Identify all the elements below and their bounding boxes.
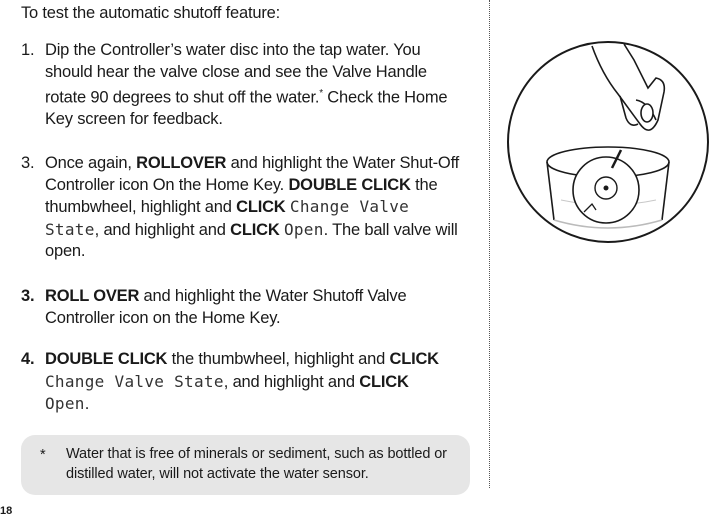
command-keyword: ROLLOVER bbox=[136, 154, 227, 172]
column-divider bbox=[489, 0, 490, 488]
footnote-mark: * bbox=[40, 447, 46, 463]
command-keyword: DOUBLE CLICK bbox=[288, 175, 411, 194]
page-number: 18 bbox=[0, 505, 13, 517]
step-item bbox=[21, 349, 471, 416]
step-item bbox=[21, 153, 471, 263]
command-keyword: CLICK bbox=[389, 350, 439, 368]
step-item bbox=[21, 286, 471, 329]
menu-option-text: Open bbox=[283, 219, 324, 239]
menu-option-text: Open bbox=[45, 394, 85, 413]
footnote-text: Water that is free of minerals or sediment, such as bottled or distilled water, will not activate the water sensor. bbox=[66, 446, 447, 482]
step-number: 1. bbox=[21, 41, 35, 59]
command-keyword: ROLL OVER bbox=[45, 287, 140, 305]
intro-text: To test the automatic shutoff feature: bbox=[21, 4, 281, 22]
command-keyword: DOUBLE CLICK bbox=[45, 350, 168, 368]
menu-option-text: Change Valve State bbox=[45, 197, 410, 239]
menu-option-text: Change Valve State bbox=[45, 371, 224, 391]
step-text: ROLL OVER and highlight the Water Shutoff Valve Controller icon on the Home Key. bbox=[45, 287, 407, 327]
footnote-box bbox=[21, 435, 470, 495]
step-text: Dip the Controller’s water disc into the tap water. You should hear the valve close and see the Valve Handle rotate 90 degrees to shut off the water.* Check the Home Key screen for feedback. bbox=[45, 41, 448, 128]
step-number: 4. bbox=[21, 350, 35, 368]
step-item bbox=[21, 40, 471, 131]
command-keyword: CLICK bbox=[236, 198, 286, 216]
step-number: 3. bbox=[21, 154, 35, 172]
step-number: 3. bbox=[21, 287, 35, 305]
command-keyword: CLICK bbox=[359, 372, 409, 391]
step-text: Once again, ROLLOVER and highlight the Water Shut-Off Controller icon On the Home Key. DOUBLE CLICK the thumbwheel, highlight and CLICK Change Valve State, and highlight and CLICK Open. The ball valve will open. bbox=[45, 154, 460, 260]
step-text: DOUBLE CLICK the thumbwheel, highlight and CLICK Change Valve State, and highlight and CLICK Open. bbox=[45, 350, 439, 413]
command-keyword: CLICK bbox=[230, 220, 280, 239]
footnote-mark: * bbox=[319, 88, 323, 99]
water-disc-illustration bbox=[506, 40, 710, 244]
